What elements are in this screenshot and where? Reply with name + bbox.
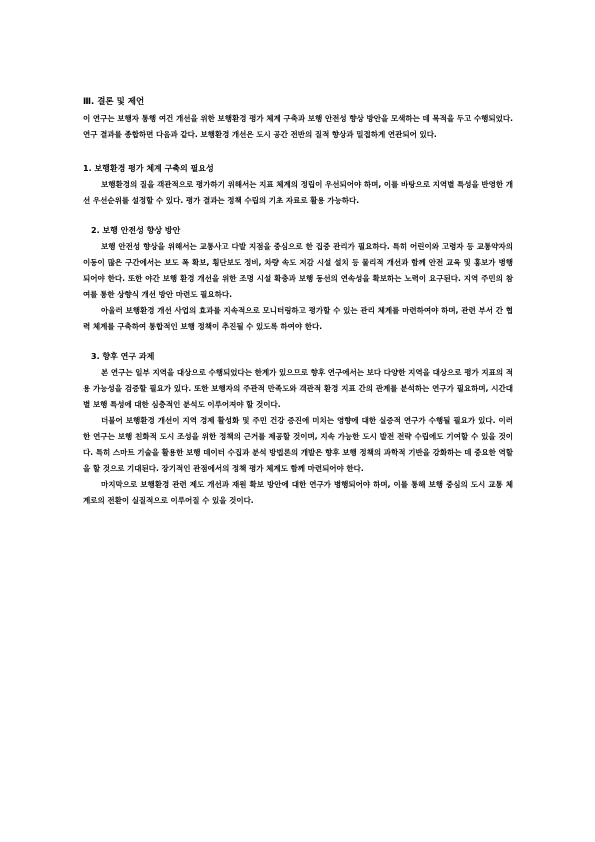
section-2-paragraph-1: 보행 안전성 향상을 위해서는 교통사고 다발 지점을 중심으로 한 집중 관리가 필요하다. 특히 어린이와 고령자 등 교통약자의 이동이 많은 구간에서는 보도 폭 확보, 횡단보도 정비, 차량 속도 저감 시설 설치 등 물리적 개선과 함께 안전 교육 및 홍보가 병행되어야 한다. 또한 야간 보행 환경 개선을 위한 조명 시설 확충과 보행 동선의 연속성을 확보하는 노력이 요구된다. 지역 주민의 참여를 통한 상향식 개선 방안 마련도 필요하다. <box>83 242 513 299</box>
section-2-heading: 2. 보행 안전성 향상 방안 <box>91 226 181 235</box>
spacer <box>83 209 513 223</box>
section-1-heading: 1. 보행환경 평가 체계 구축의 필요성 <box>83 164 214 173</box>
document-title: Ⅲ. 결론 및 제언 <box>83 97 145 107</box>
section-3-paragraph-3: 마지막으로 보행환경 관련 제도 개선과 재원 확보 방안에 대한 연구가 병행되어야 하며, 이를 통해 보행 중심의 도시 교통 체계로의 전환이 실질적으로 이루어질 수 있을 것이다. <box>83 480 513 505</box>
spacer <box>83 335 513 349</box>
spacer <box>83 143 513 161</box>
document-body <box>83 93 513 509</box>
section-3-paragraph-2: 더불어 보행환경 개선이 지역 경제 활성화 및 주민 건강 증진에 미치는 영향에 대한 실증적 연구가 수행될 필요가 있다. 이러한 연구는 보행 친화적 도시 조성을 위한 정책의 근거를 제공할 것이며, 지속 가능한 도시 발전 전략 수립에도 기여할 수 있을 것이다. 특히 스마트 기술을 활용한 보행 데이터 수집과 분석 방법론의 개발은 향후 보행 정책의 과학적 기반을 강화하는 데 중요한 역할을 할 것으로 기대된다. 장기적인 관점에서의 정책 평가 체계도 함께 마련되어야 한다. <box>83 416 513 473</box>
section-3-heading: 3. 향후 연구 과제 <box>91 352 155 361</box>
section-1-paragraph-1: 보행환경의 질을 객관적으로 평가하기 위해서는 지표 체계의 정립이 우선되어야 하며, 이를 바탕으로 지역별 특성을 반영한 개선 우선순위를 설정할 수 있다. 평가 결과는 정책 수립의 기초 자료로 활용 가능하다. <box>83 180 513 205</box>
section-2-paragraph-2: 아울러 보행환경 개선 사업의 효과를 지속적으로 모니터링하고 평가할 수 있는 관리 체계를 마련하여야 하며, 관련 부서 간 협력 체계를 구축하여 통합적인 보행 정책이 추진될 수 있도록 하여야 한다. <box>83 306 513 331</box>
section-3-paragraph-1: 본 연구는 일부 지역을 대상으로 수행되었다는 한계가 있으므로 향후 연구에서는 보다 다양한 지역을 대상으로 평가 지표의 적용 가능성을 검증할 필요가 있다. 또한 보행자의 주관적 만족도와 객관적 환경 지표 간의 관계를 분석하는 연구가 필요하며, 시간대별 보행 특성에 대한 심층적인 분석도 이루어져야 할 것이다. <box>83 368 513 409</box>
intro-paragraph: 이 연구는 보행자 통행 여건 개선을 위한 보행환경 평가 체계 구축과 보행 안전성 향상 방안을 모색하는 데 목적을 두고 수행되었다. 연구 결과를 종합하면 다음과 같다. 보행환경 개선은 도시 공간 전반의 질적 향상과 밀접하게 연관되어 있다. <box>83 114 513 139</box>
